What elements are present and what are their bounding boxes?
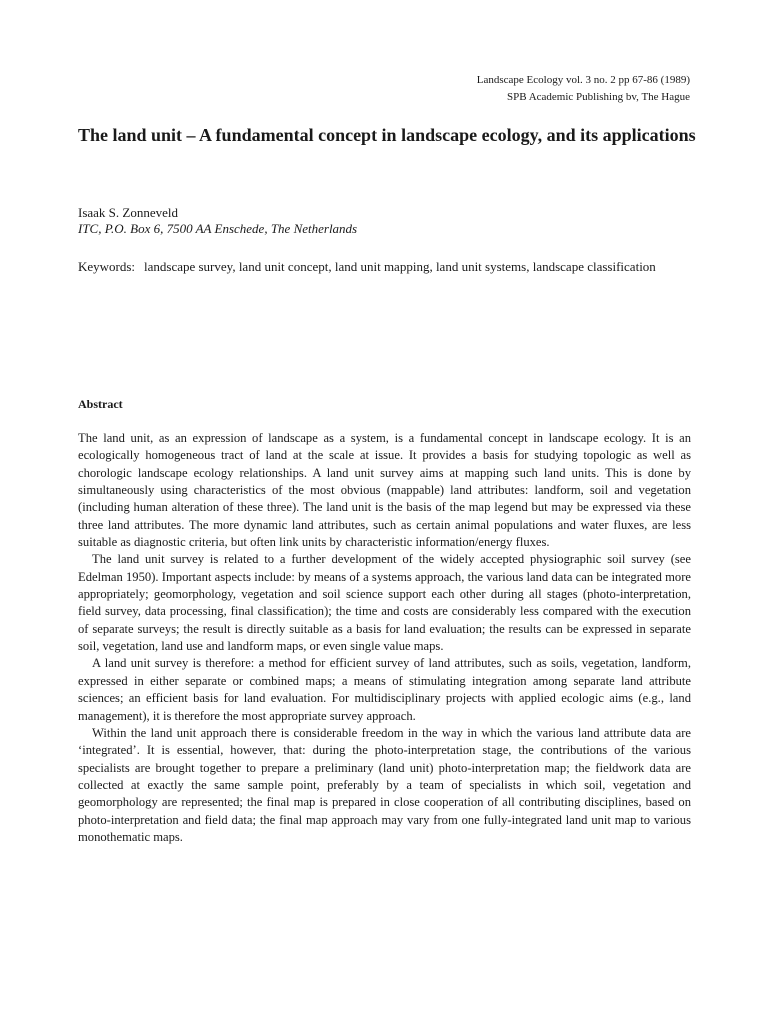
abstract-paragraph: Within the land unit approach there is considerable freedom in the way in which the various land attribute data are ‘integrated’. It is essential, however, that: during the photo-interpretation stage, the contributions of the various specialists are brought together to prepare a preliminary (land unit) photo-interpretation map; the fieldwork data are collected at exactly the same sample point, preferably by a team of specialists in which soil, vegetation and geomorphology are represented; the final map is prepared in close cooperation of all contributing disciplines, based on photo-interpretation and field data; the final map approach may vary from one fully-integrated land unit map to various monothematic maps. [78,725,691,844]
keywords [78,258,678,275]
journal-publisher: SPB Academic Publishing bv, The Hague [506,91,690,103]
abstract-body [78,430,691,846]
keywords-list: landscape survey, land unit concept, land unit mapping, land unit systems, landscape classification [144,259,656,274]
author-name: Isaak S. Zonneveld [78,205,179,220]
journal-header [477,72,690,106]
article-title: The land unit – A fundamental concept in landscape ecology, and its applications [78,125,696,145]
abstract-paragraph: A land unit survey is therefore: a method for efficient survey of land attributes, such as soils, vegetation, landform, expressed in either separate or combined maps; a means of stimulating integration among separate land attribute sciences; an efficient basis for land evaluation. For multidisciplinary projects with applied ecologic aims (e.g., land management), it is therefore the most appropriate survey approach. [78,656,691,723]
abstract-heading: Abstract [78,397,123,411]
abstract-paragraph: The land unit survey is related to a further development of the widely accepted physiographic soil survey (see Edelman 1950). Important aspects include: by means of a systems approach, the various land data can be integrated more appropriately; geomorphology, vegetation and soil science support each other during all stages (photo-interpretation, field survey, data processing, final classification); the time and costs are considerably less compared with the execution of separate surveys; the result is directly suitable as a basis for land evaluation; the results can be expressed in separate soil, vegetation, land use and landform maps, or even single value maps. [78,552,691,654]
keywords-label: Keywords: [78,259,136,274]
abstract-paragraph: The land unit, as an expression of landscape as a system, is a fundamental concept in landscape ecology. It is an ecologically homogeneous tract of land at the scale at issue. It provides a basis for studying topologic as well as chorologic landscape ecology relationships. A land unit survey aims at mapping such land units. This is done by simultaneously using characteristics of the most obvious (mappable) land attributes: landform, soil and vegetation (including human alteration of these three). The land unit is the basis of the map legend but may be expressed via these three land attributes. The more dynamic land attributes, such as certain animal populations and water fluxes, are less suitable as diagnostic criteria, but often link units by characteristic information/energy fluxes. [78,431,691,550]
author-affiliation: ITC, P.O. Box 6, 7500 AA Enschede, The Netherlands [78,221,358,236]
journal-citation: Landscape Ecology vol. 3 no. 2 pp 67-86 (1989) [476,74,690,86]
